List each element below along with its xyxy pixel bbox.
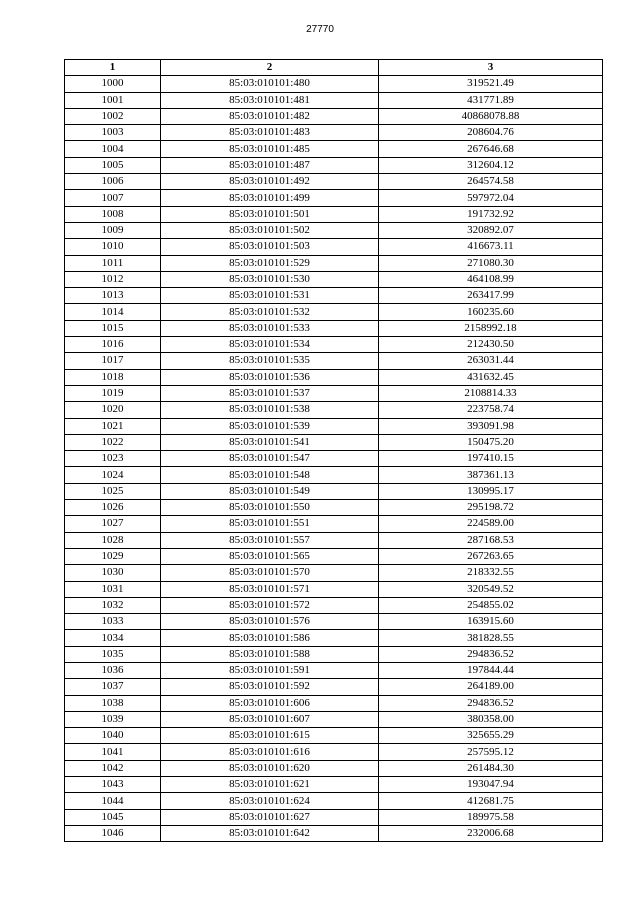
row-number-cell: 1028 xyxy=(65,532,161,548)
cadastral-number-cell: 85:03:010101:615 xyxy=(161,728,379,744)
cadastral-number-cell: 85:03:010101:570 xyxy=(161,565,379,581)
table-row xyxy=(65,353,603,369)
cadastral-number-cell: 85:03:010101:541 xyxy=(161,434,379,450)
table-row xyxy=(65,320,603,336)
value-cell: 197844.44 xyxy=(379,662,603,678)
row-number-cell: 1030 xyxy=(65,565,161,581)
value-cell: 380358.00 xyxy=(379,711,603,727)
cadastral-number-cell: 85:03:010101:536 xyxy=(161,369,379,385)
value-cell: 319521.49 xyxy=(379,76,603,92)
cadastral-number-cell: 85:03:010101:533 xyxy=(161,320,379,336)
table-row xyxy=(65,825,603,841)
row-number-cell: 1044 xyxy=(65,793,161,809)
page-number: 27770 xyxy=(306,24,334,35)
cadastral-number-cell: 85:03:010101:549 xyxy=(161,483,379,499)
value-cell: 295198.72 xyxy=(379,500,603,516)
data-table xyxy=(64,59,603,842)
value-cell: 257595.12 xyxy=(379,744,603,760)
value-cell: 431771.89 xyxy=(379,92,603,108)
cadastral-number-cell: 85:03:010101:530 xyxy=(161,271,379,287)
cadastral-number-cell: 85:03:010101:607 xyxy=(161,711,379,727)
table-row xyxy=(65,369,603,385)
table-row xyxy=(65,565,603,581)
cadastral-number-cell: 85:03:010101:480 xyxy=(161,76,379,92)
row-number-cell: 1040 xyxy=(65,728,161,744)
table-row xyxy=(65,793,603,809)
value-cell: 197410.15 xyxy=(379,451,603,467)
table-row xyxy=(65,337,603,353)
row-number-cell: 1012 xyxy=(65,271,161,287)
table-header xyxy=(65,60,603,76)
value-cell: 416673.11 xyxy=(379,239,603,255)
value-cell: 431632.45 xyxy=(379,369,603,385)
table-row xyxy=(65,190,603,206)
row-number-cell: 1005 xyxy=(65,157,161,173)
value-cell: 2108814.33 xyxy=(379,385,603,401)
row-number-cell: 1011 xyxy=(65,255,161,271)
cadastral-number-cell: 85:03:010101:532 xyxy=(161,304,379,320)
header-row xyxy=(65,60,603,76)
column-header-3: 3 xyxy=(379,60,603,76)
row-number-cell: 1018 xyxy=(65,369,161,385)
table-row xyxy=(65,809,603,825)
cadastral-number-cell: 85:03:010101:492 xyxy=(161,174,379,190)
table-row xyxy=(65,516,603,532)
table-row xyxy=(65,174,603,190)
cadastral-number-cell: 85:03:010101:499 xyxy=(161,190,379,206)
cadastral-number-cell: 85:03:010101:592 xyxy=(161,679,379,695)
value-cell: 320892.07 xyxy=(379,222,603,238)
value-cell: 381828.55 xyxy=(379,630,603,646)
value-cell: 294836.52 xyxy=(379,646,603,662)
cadastral-number-cell: 85:03:010101:535 xyxy=(161,353,379,369)
cadastral-number-cell: 85:03:010101:557 xyxy=(161,532,379,548)
row-number-cell: 1026 xyxy=(65,500,161,516)
table-row xyxy=(65,385,603,401)
table-row xyxy=(65,76,603,92)
value-cell: 150475.20 xyxy=(379,434,603,450)
column-header-1: 1 xyxy=(65,60,161,76)
row-number-cell: 1032 xyxy=(65,597,161,613)
table-row xyxy=(65,695,603,711)
row-number-cell: 1017 xyxy=(65,353,161,369)
table-row xyxy=(65,271,603,287)
value-cell: 232006.68 xyxy=(379,825,603,841)
table-row xyxy=(65,630,603,646)
row-number-cell: 1006 xyxy=(65,174,161,190)
row-number-cell: 1042 xyxy=(65,760,161,776)
row-number-cell: 1036 xyxy=(65,662,161,678)
table-row xyxy=(65,402,603,418)
table-row xyxy=(65,239,603,255)
cadastral-number-cell: 85:03:010101:482 xyxy=(161,108,379,124)
row-number-cell: 1037 xyxy=(65,679,161,695)
table-row xyxy=(65,597,603,613)
row-number-cell: 1045 xyxy=(65,809,161,825)
row-number-cell: 1041 xyxy=(65,744,161,760)
value-cell: 387361.13 xyxy=(379,467,603,483)
table-row xyxy=(65,711,603,727)
cadastral-number-cell: 85:03:010101:588 xyxy=(161,646,379,662)
value-cell: 287168.53 xyxy=(379,532,603,548)
row-number-cell: 1000 xyxy=(65,76,161,92)
row-number-cell: 1033 xyxy=(65,614,161,630)
table-row xyxy=(65,662,603,678)
value-cell: 597972.04 xyxy=(379,190,603,206)
cadastral-number-cell: 85:03:010101:502 xyxy=(161,222,379,238)
value-cell: 261484.30 xyxy=(379,760,603,776)
row-number-cell: 1022 xyxy=(65,434,161,450)
row-number-cell: 1003 xyxy=(65,125,161,141)
cadastral-number-cell: 85:03:010101:481 xyxy=(161,92,379,108)
value-cell: 254855.02 xyxy=(379,597,603,613)
cadastral-number-cell: 85:03:010101:591 xyxy=(161,662,379,678)
table-row xyxy=(65,548,603,564)
value-cell: 464108.99 xyxy=(379,271,603,287)
cadastral-number-cell: 85:03:010101:586 xyxy=(161,630,379,646)
value-cell: 312604.12 xyxy=(379,157,603,173)
table-row xyxy=(65,206,603,222)
cadastral-number-cell: 85:03:010101:537 xyxy=(161,385,379,401)
table-row xyxy=(65,532,603,548)
value-cell: 191732.92 xyxy=(379,206,603,222)
table-row xyxy=(65,614,603,630)
row-number-cell: 1013 xyxy=(65,288,161,304)
value-cell: 160235.60 xyxy=(379,304,603,320)
table-row xyxy=(65,92,603,108)
value-cell: 2158992.18 xyxy=(379,320,603,336)
value-cell: 264574.58 xyxy=(379,174,603,190)
value-cell: 267263.65 xyxy=(379,548,603,564)
value-cell: 267646.68 xyxy=(379,141,603,157)
table-row xyxy=(65,125,603,141)
value-cell: 271080.30 xyxy=(379,255,603,271)
row-number-cell: 1019 xyxy=(65,385,161,401)
row-number-cell: 1031 xyxy=(65,581,161,597)
cadastral-number-cell: 85:03:010101:624 xyxy=(161,793,379,809)
cadastral-number-cell: 85:03:010101:620 xyxy=(161,760,379,776)
table-row xyxy=(65,157,603,173)
cadastral-number-cell: 85:03:010101:627 xyxy=(161,809,379,825)
row-number-cell: 1008 xyxy=(65,206,161,222)
table-row xyxy=(65,728,603,744)
cadastral-number-cell: 85:03:010101:550 xyxy=(161,500,379,516)
value-cell: 320549.52 xyxy=(379,581,603,597)
cadastral-number-cell: 85:03:010101:538 xyxy=(161,402,379,418)
table-row xyxy=(65,304,603,320)
cadastral-number-cell: 85:03:010101:501 xyxy=(161,206,379,222)
column-header-2: 2 xyxy=(161,60,379,76)
row-number-cell: 1043 xyxy=(65,777,161,793)
row-number-cell: 1010 xyxy=(65,239,161,255)
cadastral-number-cell: 85:03:010101:483 xyxy=(161,125,379,141)
row-number-cell: 1002 xyxy=(65,108,161,124)
table-row xyxy=(65,467,603,483)
table-row xyxy=(65,744,603,760)
value-cell: 208604.76 xyxy=(379,125,603,141)
table-body xyxy=(65,76,603,842)
value-cell: 294836.52 xyxy=(379,695,603,711)
cadastral-number-cell: 85:03:010101:547 xyxy=(161,451,379,467)
row-number-cell: 1027 xyxy=(65,516,161,532)
cadastral-number-cell: 85:03:010101:503 xyxy=(161,239,379,255)
value-cell: 224589.00 xyxy=(379,516,603,532)
row-number-cell: 1023 xyxy=(65,451,161,467)
row-number-cell: 1015 xyxy=(65,320,161,336)
table-row xyxy=(65,255,603,271)
cadastral-number-cell: 85:03:010101:621 xyxy=(161,777,379,793)
row-number-cell: 1020 xyxy=(65,402,161,418)
row-number-cell: 1014 xyxy=(65,304,161,320)
row-number-cell: 1009 xyxy=(65,222,161,238)
row-number-cell: 1034 xyxy=(65,630,161,646)
row-number-cell: 1039 xyxy=(65,711,161,727)
cadastral-number-cell: 85:03:010101:529 xyxy=(161,255,379,271)
cadastral-number-cell: 85:03:010101:565 xyxy=(161,548,379,564)
value-cell: 163915.60 xyxy=(379,614,603,630)
cadastral-number-cell: 85:03:010101:531 xyxy=(161,288,379,304)
table-row xyxy=(65,483,603,499)
table-row xyxy=(65,222,603,238)
cadastral-number-cell: 85:03:010101:534 xyxy=(161,337,379,353)
value-cell: 130995.17 xyxy=(379,483,603,499)
row-number-cell: 1004 xyxy=(65,141,161,157)
table-row xyxy=(65,646,603,662)
cadastral-number-cell: 85:03:010101:576 xyxy=(161,614,379,630)
row-number-cell: 1029 xyxy=(65,548,161,564)
cadastral-number-cell: 85:03:010101:571 xyxy=(161,581,379,597)
value-cell: 263417.99 xyxy=(379,288,603,304)
value-cell: 189975.58 xyxy=(379,809,603,825)
table-row xyxy=(65,451,603,467)
table-row xyxy=(65,581,603,597)
cadastral-number-cell: 85:03:010101:551 xyxy=(161,516,379,532)
value-cell: 223758.74 xyxy=(379,402,603,418)
table-row xyxy=(65,418,603,434)
table-row xyxy=(65,108,603,124)
value-cell: 325655.29 xyxy=(379,728,603,744)
row-number-cell: 1007 xyxy=(65,190,161,206)
value-cell: 218332.55 xyxy=(379,565,603,581)
row-number-cell: 1016 xyxy=(65,337,161,353)
row-number-cell: 1024 xyxy=(65,467,161,483)
value-cell: 264189.00 xyxy=(379,679,603,695)
table-row xyxy=(65,777,603,793)
value-cell: 393091.98 xyxy=(379,418,603,434)
row-number-cell: 1038 xyxy=(65,695,161,711)
value-cell: 212430.50 xyxy=(379,337,603,353)
cadastral-number-cell: 85:03:010101:548 xyxy=(161,467,379,483)
cadastral-number-cell: 85:03:010101:606 xyxy=(161,695,379,711)
table-row xyxy=(65,434,603,450)
value-cell: 193047.94 xyxy=(379,777,603,793)
row-number-cell: 1046 xyxy=(65,825,161,841)
row-number-cell: 1001 xyxy=(65,92,161,108)
cadastral-number-cell: 85:03:010101:539 xyxy=(161,418,379,434)
cadastral-number-cell: 85:03:010101:642 xyxy=(161,825,379,841)
cadastral-number-cell: 85:03:010101:487 xyxy=(161,157,379,173)
cadastral-number-cell: 85:03:010101:485 xyxy=(161,141,379,157)
table-row xyxy=(65,760,603,776)
value-cell: 40868078.88 xyxy=(379,108,603,124)
row-number-cell: 1021 xyxy=(65,418,161,434)
row-number-cell: 1025 xyxy=(65,483,161,499)
value-cell: 412681.75 xyxy=(379,793,603,809)
cadastral-number-cell: 85:03:010101:616 xyxy=(161,744,379,760)
table-row xyxy=(65,141,603,157)
table-row xyxy=(65,679,603,695)
cadastral-number-cell: 85:03:010101:572 xyxy=(161,597,379,613)
value-cell: 263031.44 xyxy=(379,353,603,369)
table-row xyxy=(65,500,603,516)
table-row xyxy=(65,288,603,304)
row-number-cell: 1035 xyxy=(65,646,161,662)
